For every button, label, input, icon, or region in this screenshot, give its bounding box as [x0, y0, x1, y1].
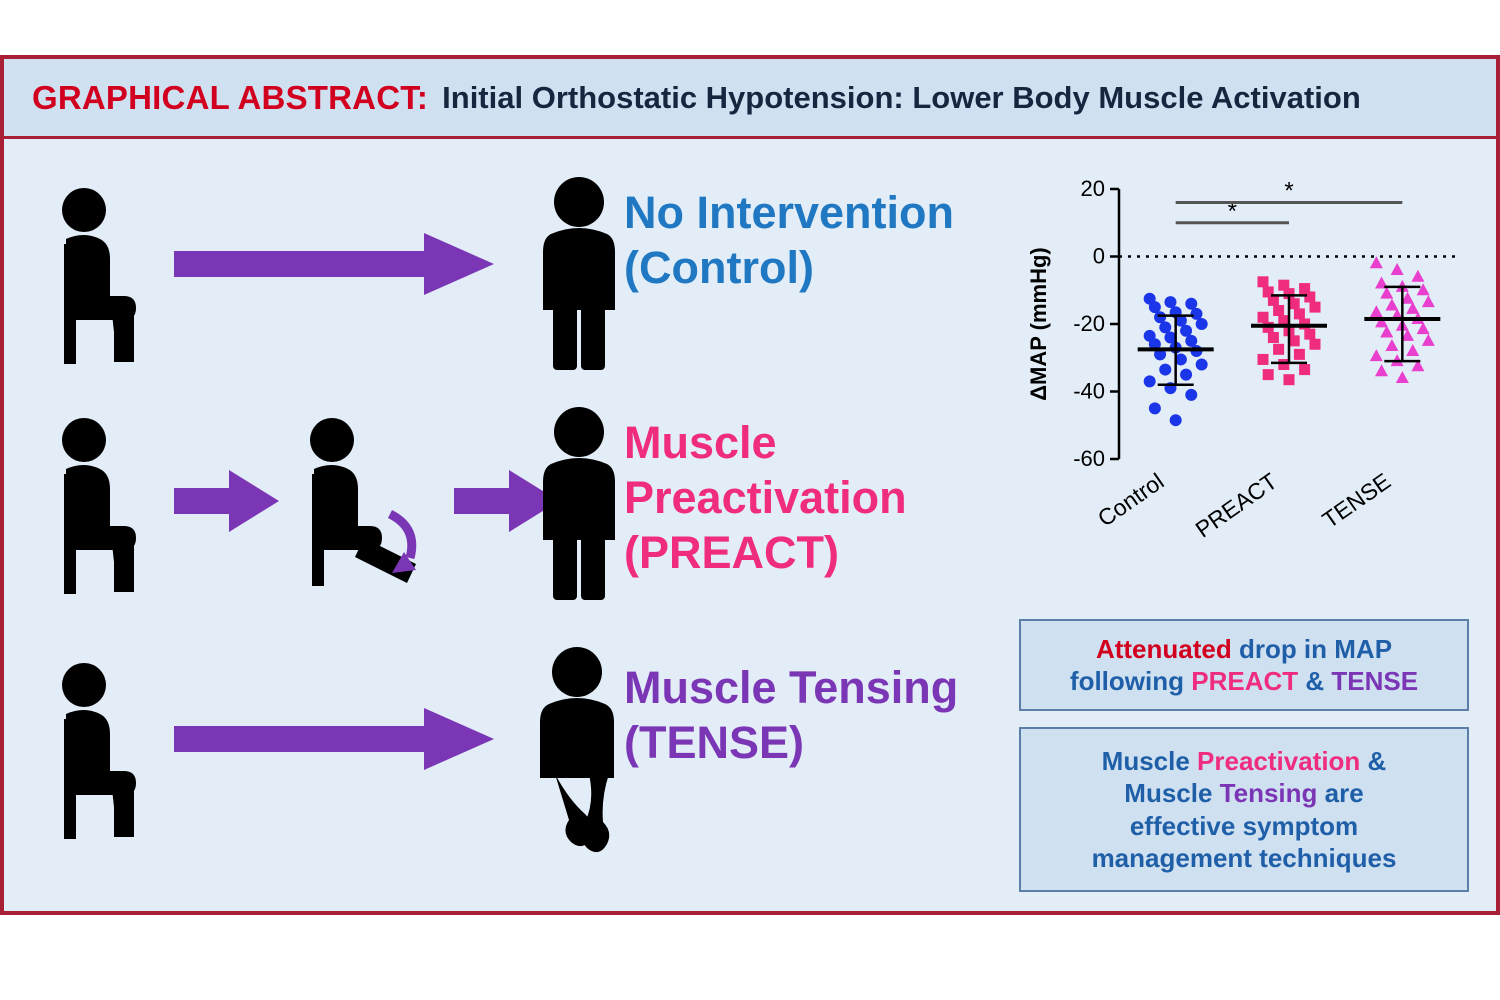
svg-text:*: *	[1227, 197, 1238, 225]
callout-2-line4: management techniques	[1091, 842, 1397, 873]
svg-text:-20: -20	[1073, 311, 1105, 336]
right-arrow-icon	[174, 466, 284, 536]
right-arrow-icon	[174, 229, 504, 299]
callout-2-line1	[1021, 745, 1467, 777]
callout-1-preact: PREACT	[1191, 666, 1299, 696]
seated-person-icon	[44, 659, 154, 844]
row-label-control-line1: No Intervention	[624, 187, 955, 238]
row-label-preact-line1: Muscle	[624, 417, 777, 468]
svg-text:PREACT: PREACT	[1190, 467, 1282, 543]
svg-text:ΔMAP (mmHg): ΔMAP (mmHg)	[1026, 247, 1051, 401]
seated-person-icon	[44, 184, 154, 369]
callout-1-rest: drop in MAP	[1231, 633, 1393, 664]
callout-1-tense: TENSE	[1331, 666, 1419, 696]
delta-map-scatter-chart	[1024, 159, 1479, 579]
row-label-tense-line2: (TENSE)	[624, 716, 804, 768]
row-label-preact	[624, 416, 1024, 581]
callout-2-muscle-2: Muscle	[1124, 778, 1220, 809]
row-tense	[24, 649, 984, 864]
svg-text:20: 20	[1080, 176, 1105, 201]
svg-text:TENSE: TENSE	[1317, 467, 1396, 534]
row-preact	[24, 404, 984, 619]
svg-text:*: *	[1284, 177, 1294, 205]
callout-2-tense: Tensing	[1219, 778, 1318, 809]
row-label-preact-line2: Preactivation	[624, 471, 907, 523]
svg-text:Control: Control	[1092, 467, 1169, 532]
callout-1-line2	[1021, 665, 1467, 697]
callout-1-amp: &	[1298, 666, 1332, 696]
row-control	[24, 174, 984, 389]
callout-1-line1	[1021, 633, 1467, 665]
callout-2-line2	[1021, 777, 1467, 809]
chart-svg	[1024, 159, 1479, 579]
seated-person-icon	[44, 414, 154, 599]
svg-text:-60: -60	[1073, 446, 1105, 471]
row-label-control	[624, 186, 1024, 296]
row-label-tense	[624, 661, 1024, 771]
page-title: Initial Orthostatic Hypotension: Lower Body Muscle Activation	[442, 79, 1361, 115]
svg-text:0: 0	[1092, 243, 1105, 269]
row-label-preact-line3: (PREACT)	[624, 526, 839, 578]
header-label: GRAPHICAL ABSTRACT:	[32, 78, 429, 116]
row-label-tense-line1: Muscle Tensing	[624, 662, 959, 713]
svg-text:-40: -40	[1073, 378, 1105, 404]
callout-attenuated-map	[1019, 619, 1469, 711]
callout-effective-techniques	[1019, 727, 1469, 892]
callout-1-attenuated: Attenuated	[1095, 633, 1232, 664]
header-bar	[4, 59, 1496, 139]
callout-2-line3: effective symptom	[1129, 810, 1359, 841]
callout-2-muscle-1: Muscle	[1101, 746, 1198, 777]
standing-person-icon	[519, 174, 639, 374]
callout-2-are: are	[1317, 778, 1364, 809]
graphical-abstract-poster	[0, 55, 1500, 915]
standing-person-icon	[519, 404, 639, 604]
row-label-control-line2: (Control)	[624, 241, 814, 293]
seated-person-leg-raise-icon	[294, 414, 459, 589]
callout-2-preact: Preactivation	[1197, 746, 1361, 777]
callout-1-following: following	[1069, 666, 1192, 696]
callout-2-amp: &	[1360, 746, 1387, 777]
right-arrow-icon	[174, 704, 504, 774]
